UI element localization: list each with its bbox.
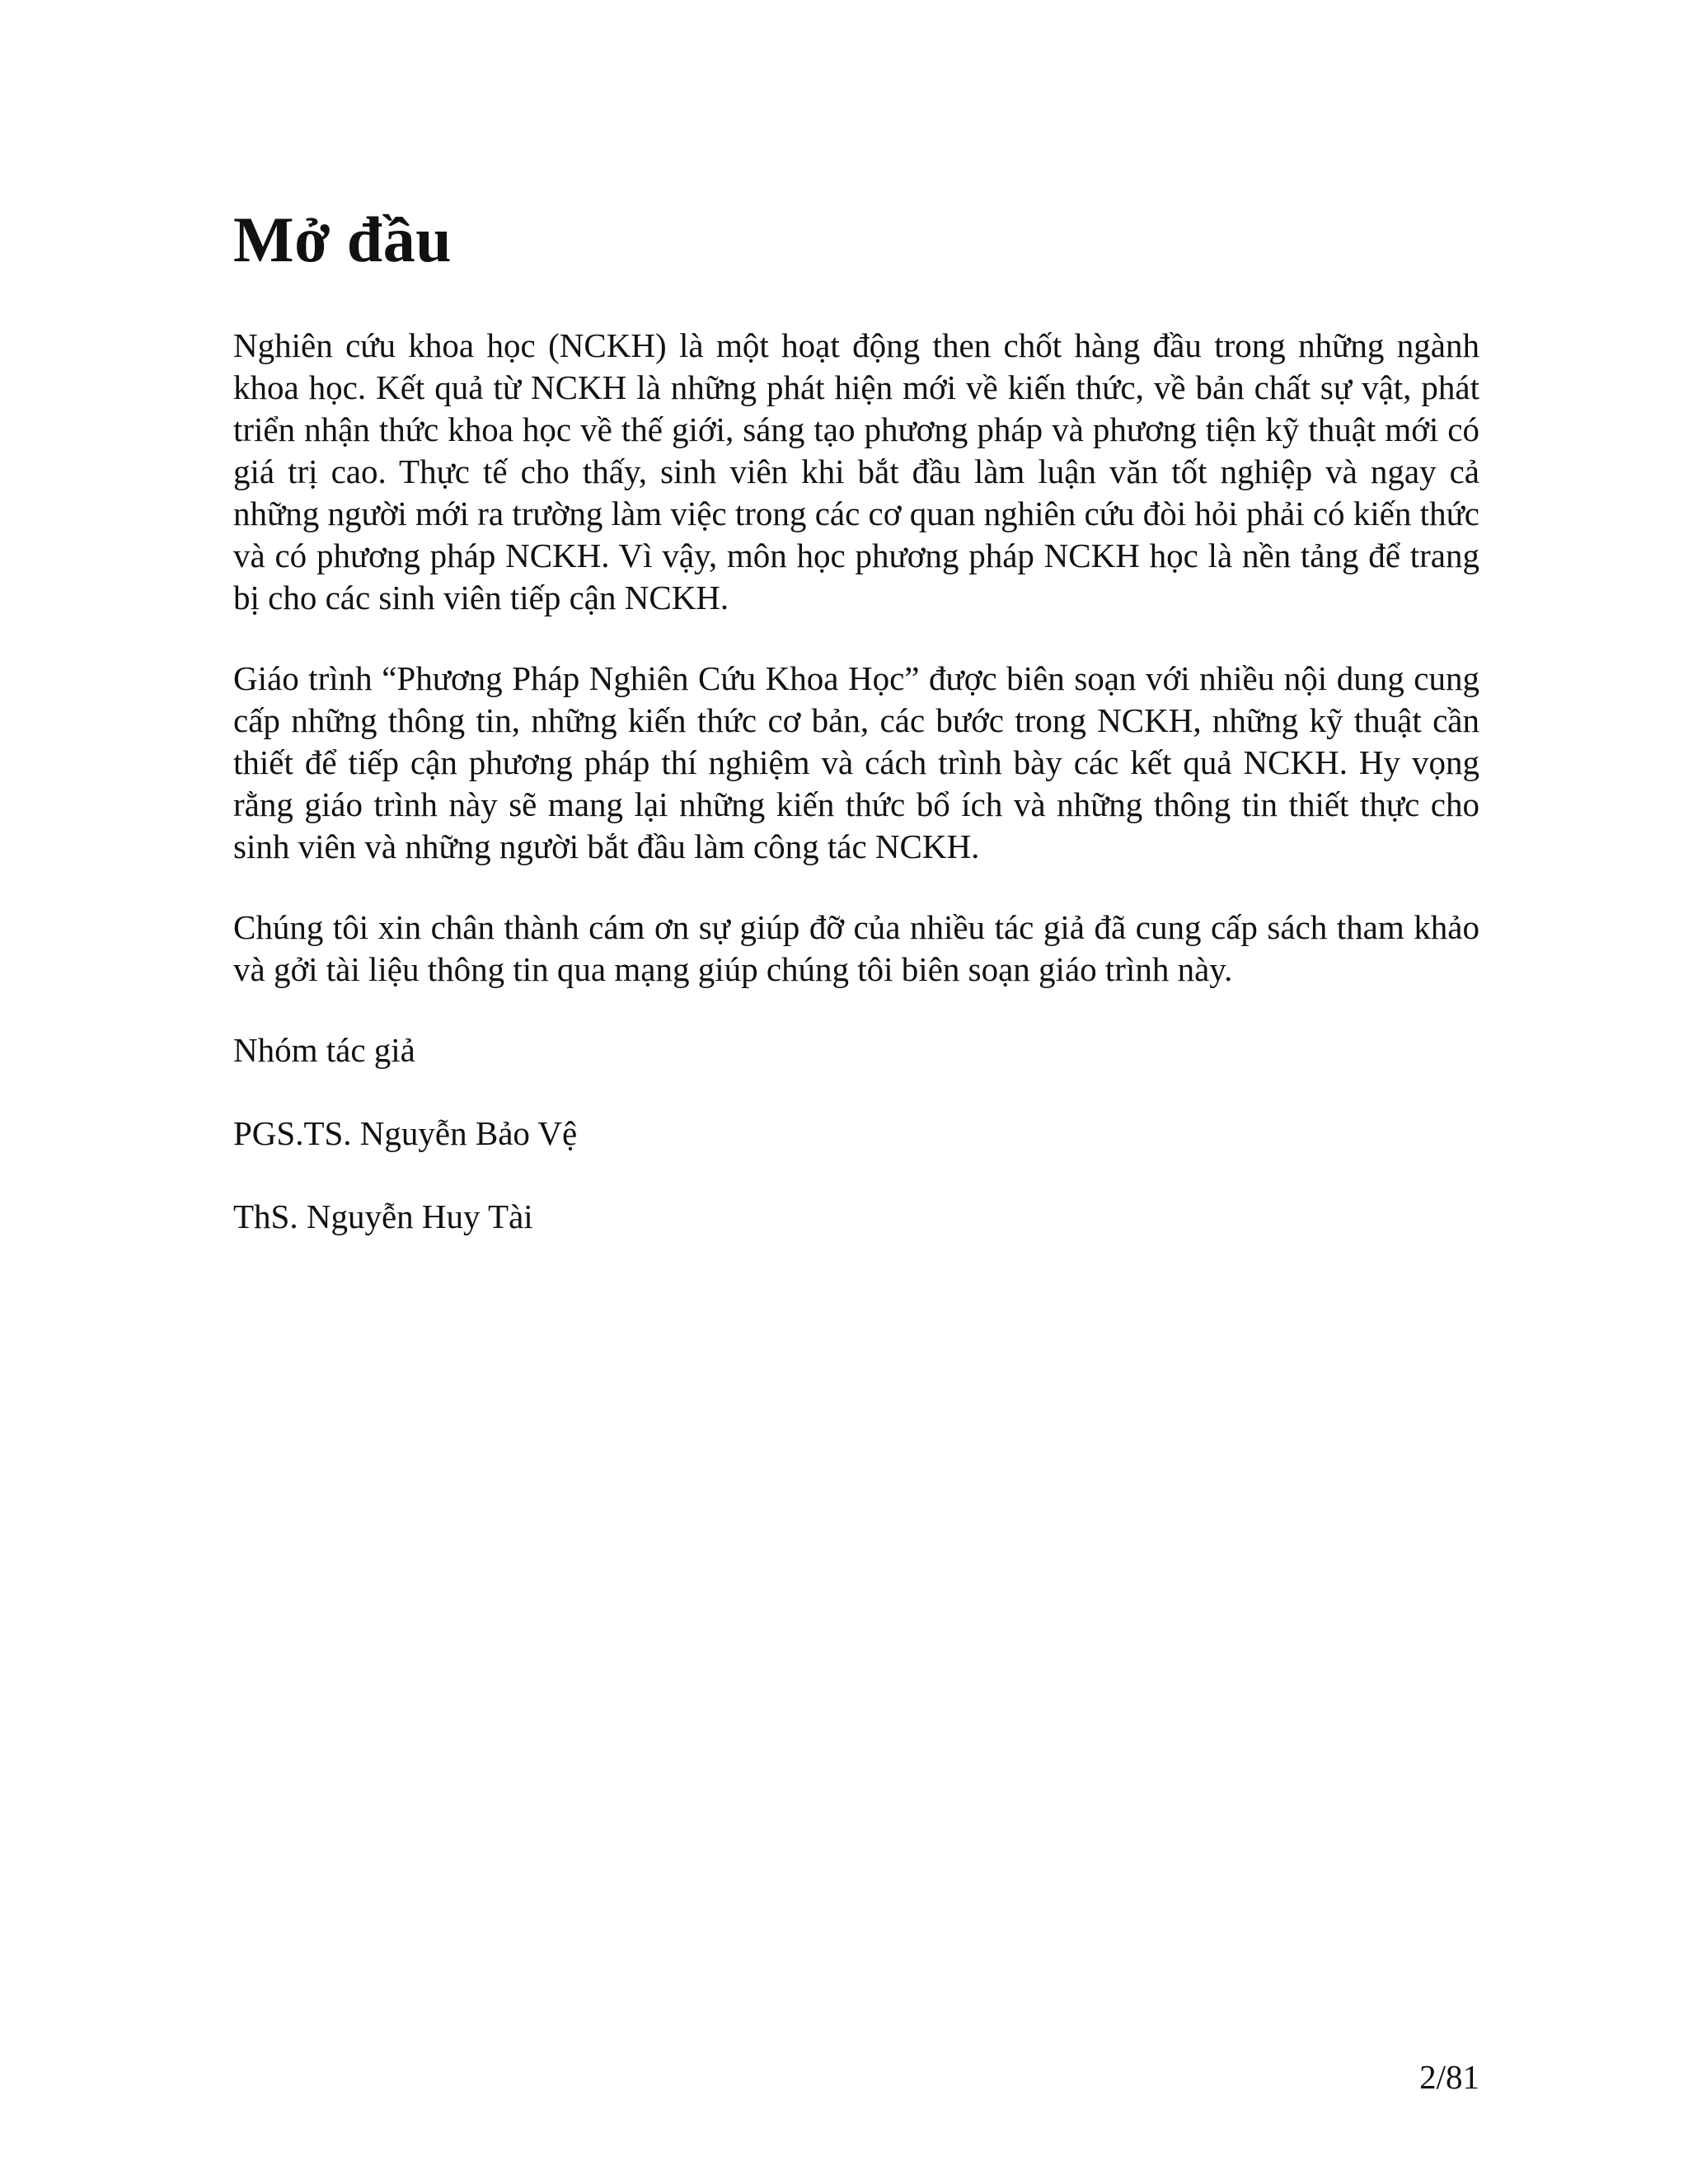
page-content [233, 194, 1479, 1279]
author-name: ThS. Nguyễn Huy Tài [233, 1197, 533, 1235]
intro-paragraph: Nghiên cứu khoa học (NCKH) là một hoạt động then chốt hàng đầu trong những ngành khoa học. Kết quả từ NCKH là những phát hiện mới về kiến thức, về bản chất sự vật, phát triển nhận thức khoa học về thế giới, sáng tạo phương pháp và phương tiện kỹ thuật mới có giá trị cao. Thực tế cho thấy, sinh viên khi bắt đầu làm luận văn tốt nghiệp và ngay cả những người mới ra trường làm việc trong các cơ quan nghiên cứu đòi hỏi phải có kiến thức và có phương pháp NCKH. Vì vậy, môn học phương pháp NCKH học là nền tảng để trang bị cho các sinh viên tiếp cận NCKH. [233, 326, 1479, 616]
textbook-description-paragraph: Giáo trình “Phương Pháp Nghiên Cứu Khoa Học” được biên soạn với nhiều nội dung cung cấp những thông tin, những kiến thức cơ bản, các bước trong NCKH, những kỹ thuật cần thiết để tiếp cận phương pháp thí nghiệm và cách trình bày các kết quả NCKH. Hy vọng rằng giáo trình này sẽ mang lại những kiến thức bổ ích và những thông tin thiết thực cho sinh viên và những người bắt đầu làm công tác NCKH. [233, 659, 1479, 865]
acknowledgement-paragraph: Chúng tôi xin chân thành cám ơn sự giúp đỡ của nhiều tác giả đã cung cấp sách tham khảo và gởi tài liệu thông tin qua mạng giúp chúng tôi biên soạn giáo trình này. [233, 908, 1479, 988]
page-number: 2/81 [1419, 2058, 1479, 2096]
page-title: Mở đầu [233, 204, 452, 275]
author-name: PGS.TS. Nguyễn Bảo Vệ [233, 1114, 578, 1152]
authors-heading: Nhóm tác giả [233, 1031, 415, 1069]
